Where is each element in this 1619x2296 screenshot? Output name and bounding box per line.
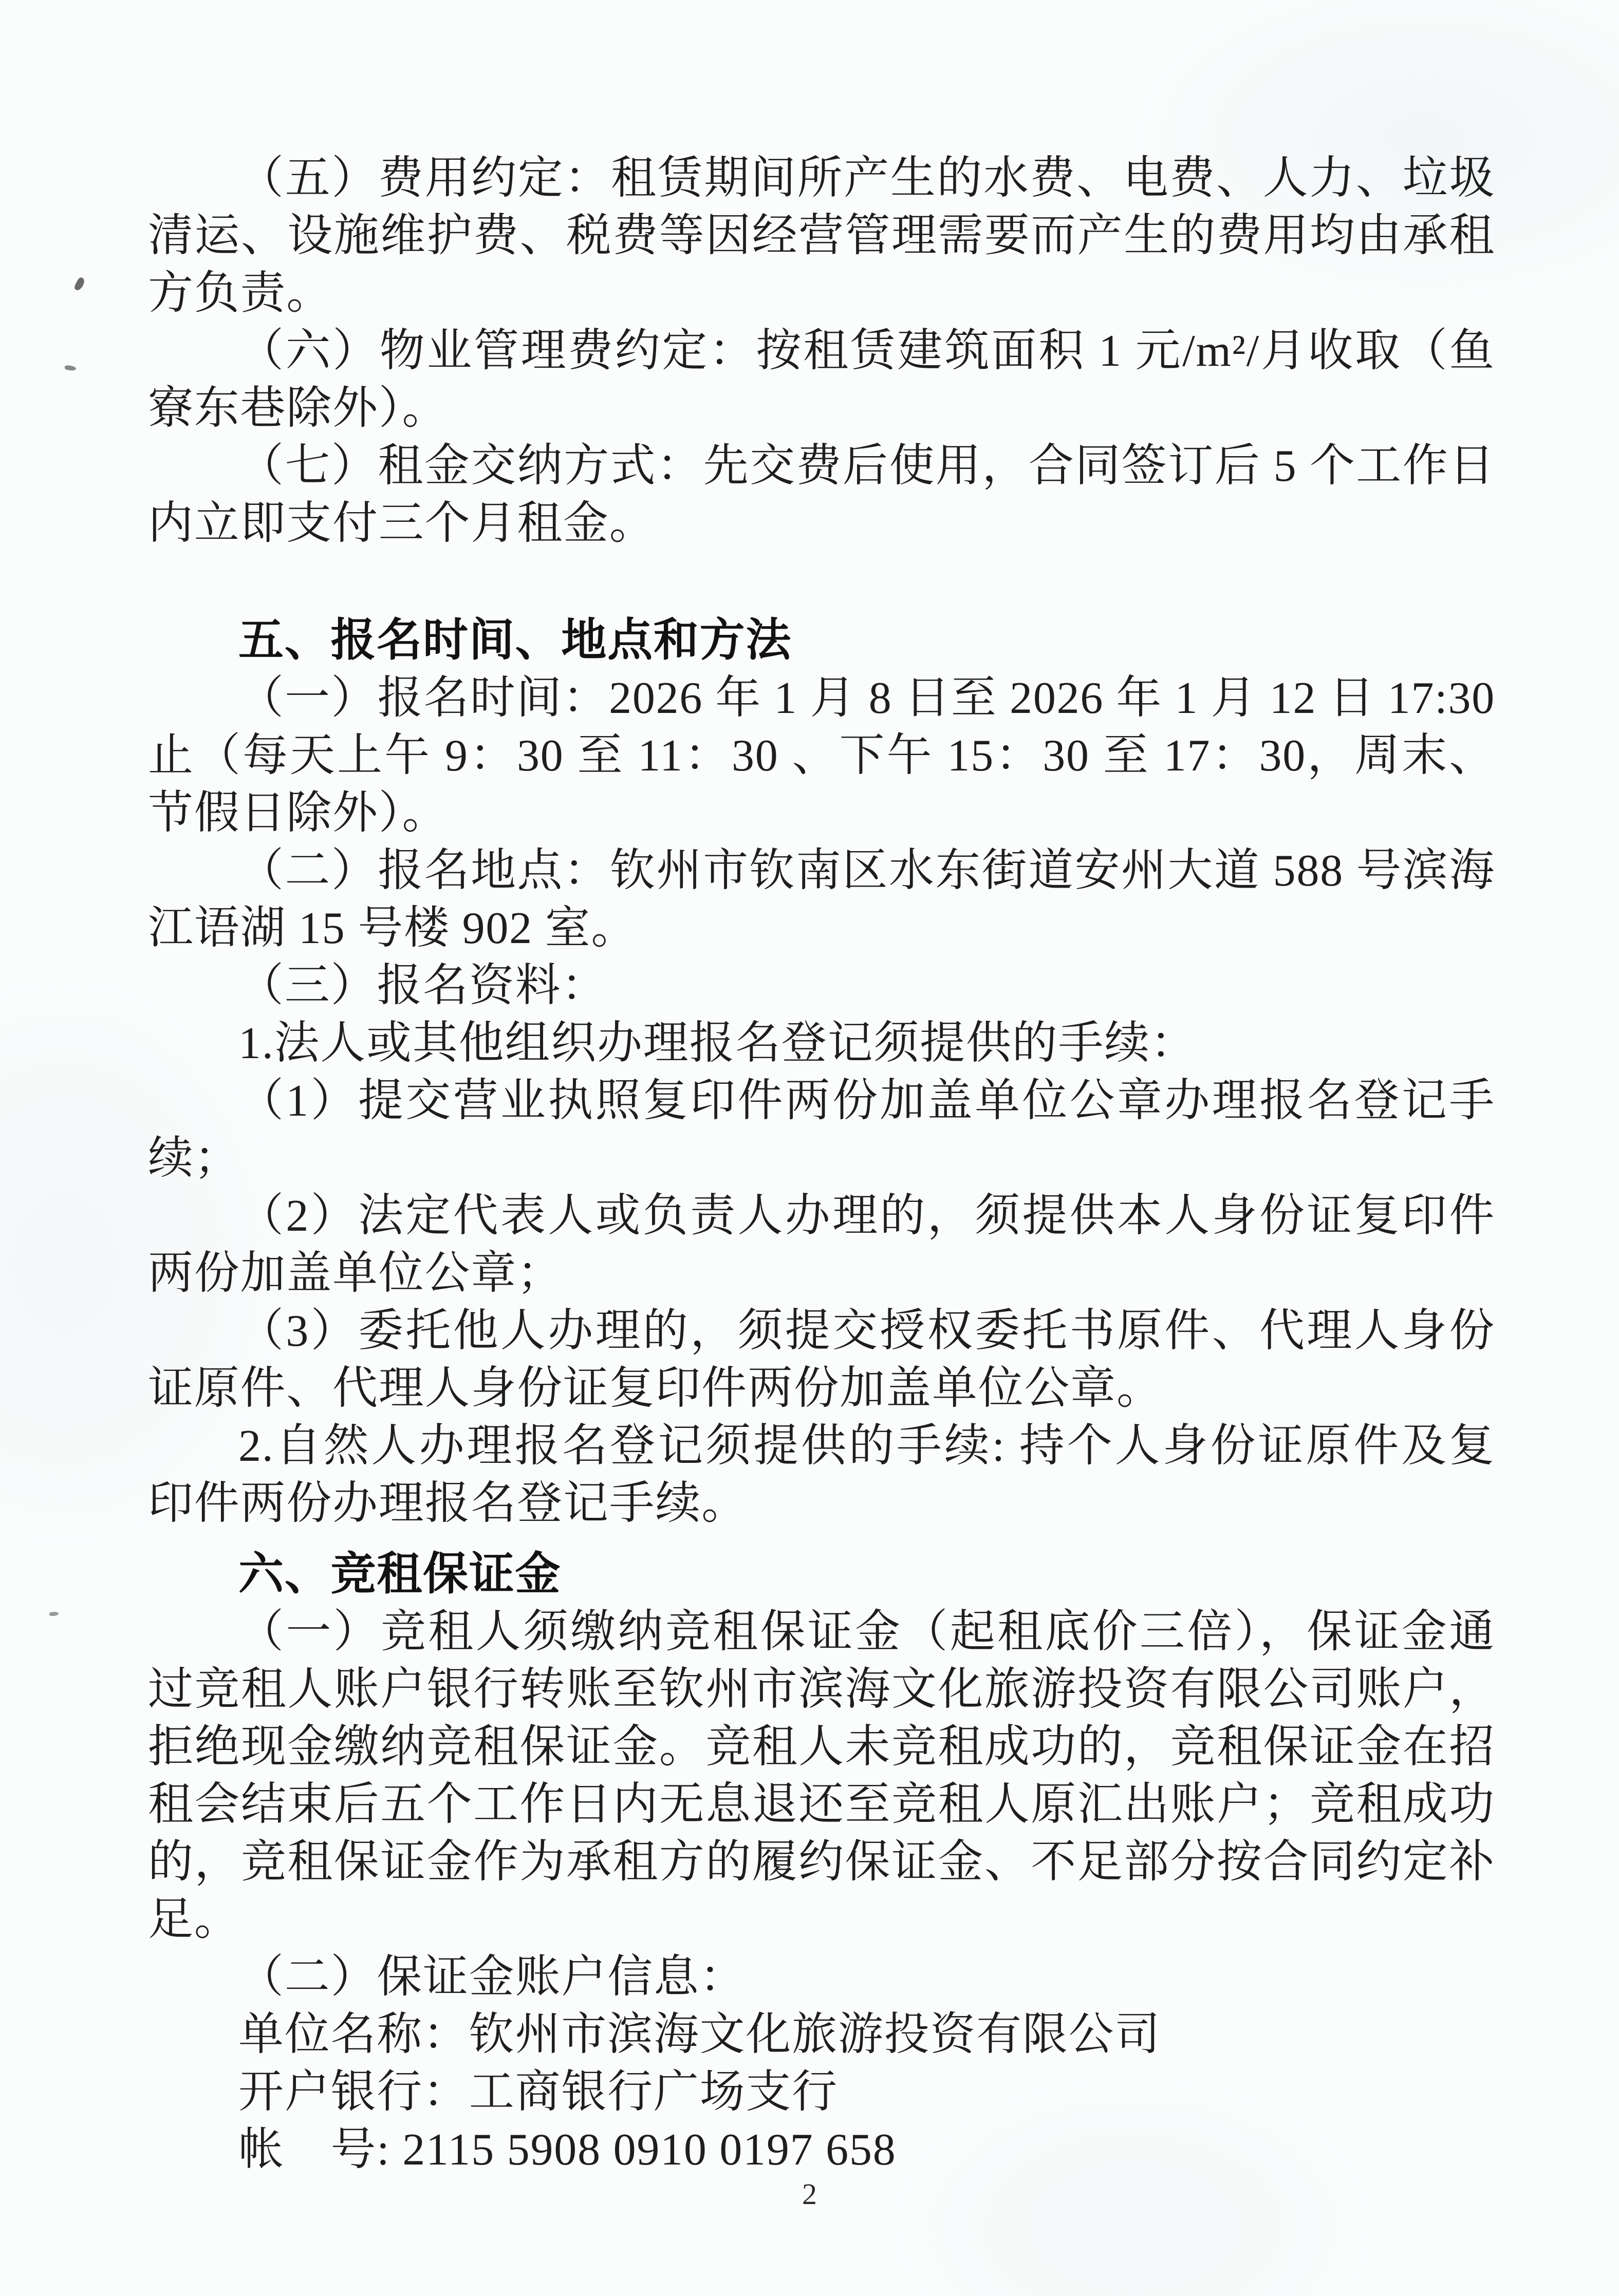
paragraph: （五）费用约定：租赁期间所产生的水费、电费、人力、垃圾清运、设施维护费、税费等因经营管理需要而产生的费用均由承租方负责。: [148, 154, 1495, 318]
paragraph: 开户银行：工商银行广场支行: [238, 2067, 838, 2117]
section-heading: 六、竞租保证金: [238, 1550, 562, 1599]
paragraph: （二）报名地点：钦州市钦南区水东街道安州大道 588 号滨海江语湖 15 号楼 902 室。: [148, 846, 1495, 953]
paragraph: （一）竞租人须缴纳竞租保证金（起租底价三倍），保证金通过竞租人账户银行转账至钦州市滨海文化旅游投资有限公司账户，拒绝现金缴纳竞租保证金。竞租人未竞租成功的，竞租保证金在招租会结束后五个工作日内无息退还至竞租人原汇出账户；竞租成功的，竞租保证金作为承租方的履约保证金、不足部分按合同约定补足。: [148, 1607, 1495, 1945]
paragraph: （1）提交营业执照复印件两份加盖单位公章办理报名登记手续；: [148, 1076, 1495, 1183]
paragraph: （七）租金交纳方式：先交费后使用，合同签订后 5 个工作日内立即支付三个月租金。: [148, 441, 1495, 549]
scan-artifact-mark: [64, 365, 76, 371]
page-number: 2: [802, 2177, 817, 2211]
paragraph: （二）保证金账户信息：: [238, 1952, 746, 2002]
section-heading: 五、报名时间、地点和方法: [238, 616, 792, 666]
paragraph: （2）法定代表人或负责人办理的，须提供本人身份证复印件两份加盖单位公章；: [148, 1191, 1495, 1298]
scan-artifact-mark: [49, 1611, 59, 1616]
paragraph: （六）物业管理费约定：按租赁建筑面积 1 元/m²/月收取（鱼寮东巷除外）。: [148, 326, 1495, 434]
paragraph: （一）报名时间：2026 年 1 月 8 日至 2026 年 1 月 12 日 17:30 止（每天上午 9：30 至 11：30 、下午 15：30 至 17：30，周末、节假日除外）。: [148, 673, 1495, 838]
scan-artifact-mark: [73, 276, 86, 292]
paragraph: 单位名称：钦州市滨海文化旅游投资有限公司: [238, 2010, 1161, 2060]
paragraph: （三）报名资料：: [238, 961, 608, 1011]
paragraph: 1.法人或其他组织办理报名登记须提供的手续：: [238, 1019, 1197, 1068]
paragraph: （3）委托他人办理的，须提交授权委托书原件、代理人身份证原件、代理人身份证复印件两份加盖单位公章。: [148, 1306, 1495, 1414]
paragraph: 2.自然人办理报名登记须提供的手续: 持个人身份证原件及复印件两份办理报名登记手续。: [148, 1421, 1495, 1529]
document-body: [148, 150, 1495, 2179]
paragraph: 帐 号: 2115 5908 0910 0197 658: [238, 2125, 897, 2175]
